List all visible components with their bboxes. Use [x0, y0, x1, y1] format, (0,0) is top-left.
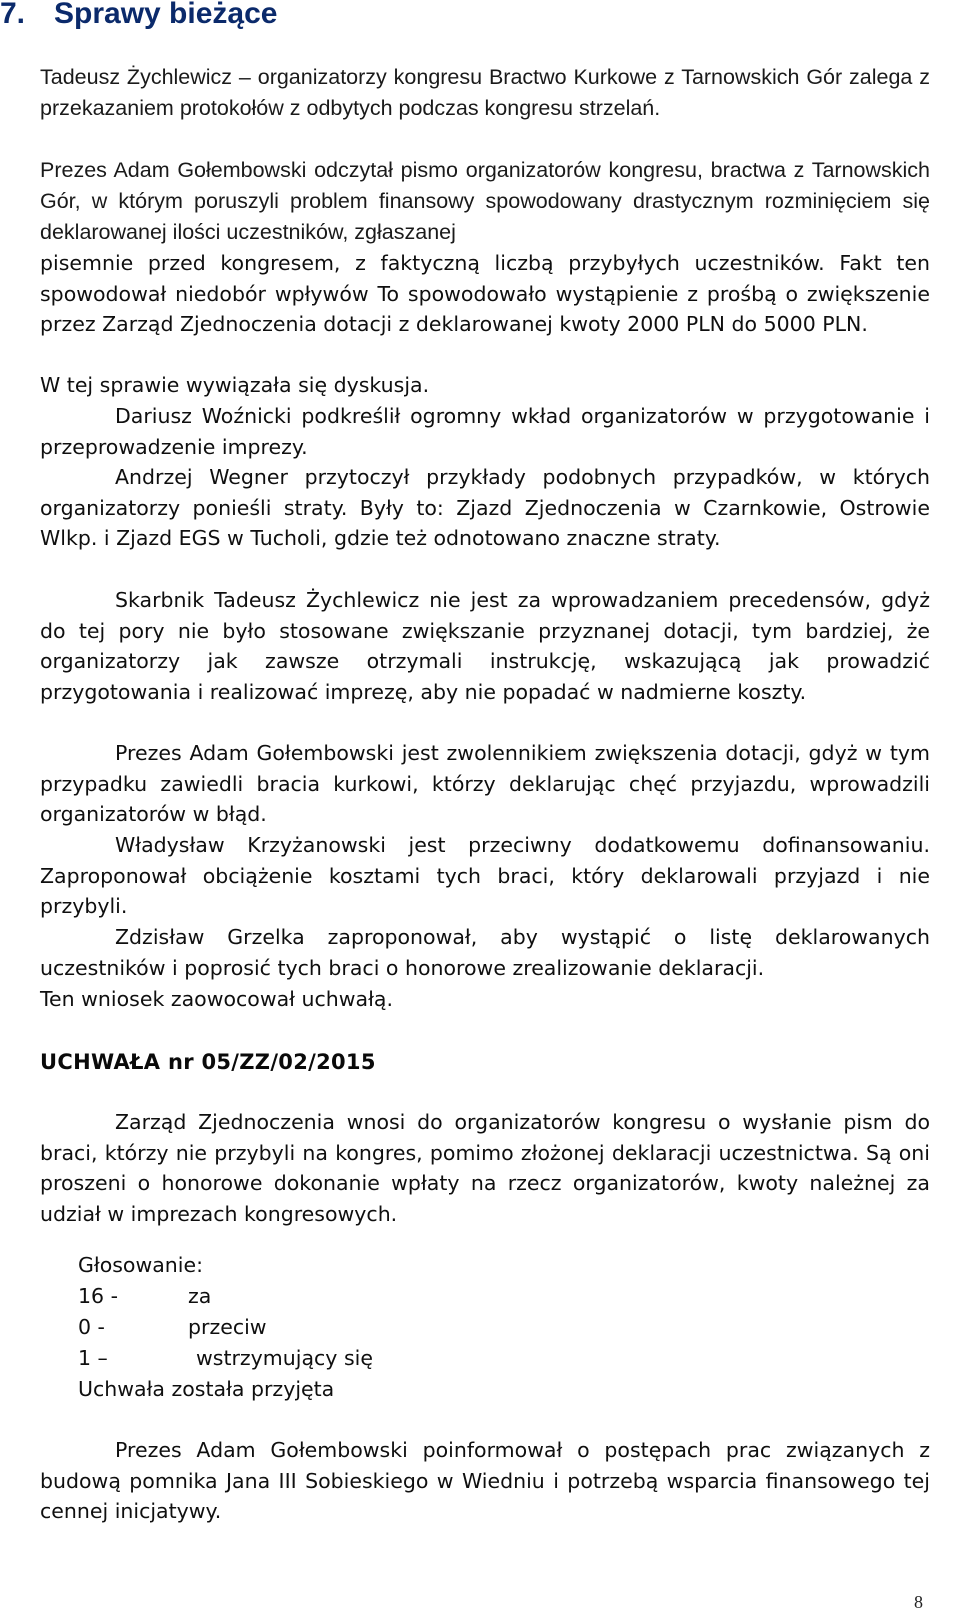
vote-count: 0 -	[78, 1315, 105, 1339]
paragraph-wegner: Andrzej Wegner przytoczył przykłady podobnych przypadków, w których organizatorzy ponieśli straty. Były to: Zjazd Zjednoczenia w Czarnkowie, Ostrowie Wlkp. i Zjazd EGS w Tucholi, gdzie też odnotowano znaczne straty.	[40, 465, 930, 550]
vote-label: wstrzymujący się	[196, 1346, 373, 1370]
voting-row	[78, 1281, 211, 1312]
voting-row	[78, 1343, 373, 1374]
intro-paragraph: Tadeusz Żychlewicz – organizatorzy kongresu Bractwo Kurkowe z Tarnowskich Gór zalega z przekazaniem protokołów z odbytych podczas kongresu strzelań.	[40, 65, 930, 120]
voting-label: Głosowanie:	[78, 1253, 204, 1277]
vote-count: 1 –	[78, 1346, 108, 1370]
voting-row	[78, 1312, 267, 1343]
resolution-text: Zarząd Zjednoczenia wnosi do organizatorów kongresu o wysłanie pism do braci, którzy nie przybyli na kongres, pomimo złożonej deklaracji uczestnictwa. Są oni proszeni o honorowe dokonanie wpłaty na rzecz organizatorów, kwoty należnej za udział w imprezach kongresowych.	[40, 1110, 930, 1226]
vote-label: przeciw	[188, 1315, 267, 1339]
closing-paragraph: Prezes Adam Gołembowski poinformował o postępach prac związanych z budową pomnika Jana III Sobieskiego w Wiedniu i potrzebą wsparcia finansowego tej cennej inicjatywy.	[40, 1438, 930, 1523]
section-number: 7.	[0, 0, 26, 30]
paragraph-motion-result: Ten wniosek zaowocował uchwałą.	[40, 987, 393, 1011]
section-title: Sprawy bieżące	[54, 0, 278, 30]
voting-result: Uchwała została przyjęta	[78, 1377, 335, 1401]
paragraph-president-support: Prezes Adam Gołembowski jest zwolennikiem zwiększenia dotacji, gdyż w tym przypadku zawiedli bracia kurkowi, którzy deklarując chęć przyjazdu, wprowadzili organizatorów w błąd.	[40, 741, 930, 826]
paragraph-discussion: W tej sprawie wywiązała się dyskusja.	[40, 373, 430, 397]
paragraph-letter-read: Prezes Adam Gołembowski odczytał pismo organizatorów kongresu, bractwa z Tarnowskich Gór, w którym poruszyli problem finansowy spowodowany drastycznym rozminięciem się deklarowanej ilości uczestników, zgłaszanej	[40, 158, 930, 244]
resolution-title: UCHWAŁA nr 05/ZZ/02/2015	[40, 1050, 376, 1074]
vote-count: 16 -	[78, 1284, 118, 1308]
page-number: 8	[914, 1592, 923, 1612]
paragraph-krzyzanowski: Władysław Krzyżanowski jest przeciwny dodatkowemu dofinansowaniu. Zaproponował obciążenie kosztami tych braci, który deklarowali przyjazd i nie przybyli.	[40, 833, 930, 918]
paragraph-treasurer: Skarbnik Tadeusz Żychlewicz nie jest za wprowadzaniem precedensów, gdyż do tej pory nie było stosowane zwiększanie przyznanej dotacji, tym bardziej, że organizatorzy jak zawsze otrzymali instrukcję, wskazującą jak prowadzić przygotowania i realizować imprezę, aby nie popadać w nadmierne koszty.	[40, 588, 930, 704]
vote-label: za	[188, 1284, 212, 1308]
section-heading	[0, 0, 277, 32]
paragraph-woznicki: Dariusz Woźnicki podkreślił ogromny wkład organizatorów w przygotowanie i przeprowadzenie imprezy.	[40, 404, 930, 459]
paragraph-grzelka: Zdzisław Grzelka zaproponował, aby wystąpić o listę deklarowanych uczestników i poprosić tych braci o honorowe zrealizowanie deklaracji.	[40, 925, 930, 980]
paragraph-shortfall: pisemnie przed kongresem, z faktyczną liczbą przybyłych uczestników. Fakt ten spowodował niedobór wpływów To spowodowało wystąpienie z prośbą o zwiększenie przez Zarząd Zjednoczenia dotacji z deklarowanej kwoty 2000 PLN do 5000 PLN.	[40, 251, 930, 336]
